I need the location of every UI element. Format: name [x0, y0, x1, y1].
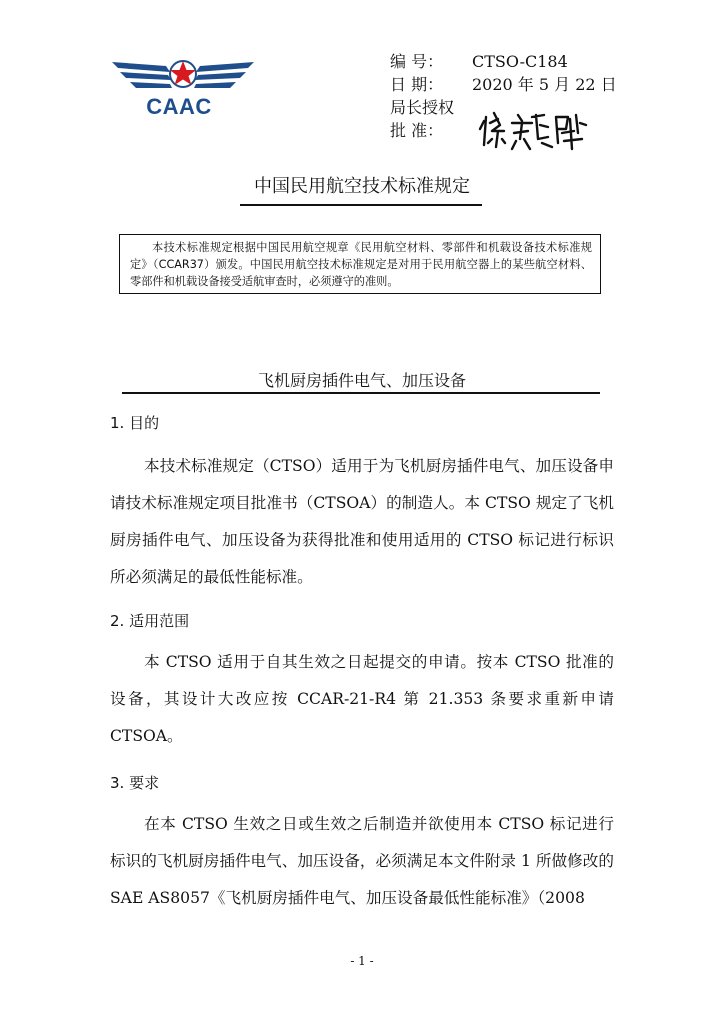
meta-number-label: 编 号：: [390, 52, 444, 71]
meta-number-value: CTSO-C184: [472, 52, 568, 71]
caac-logo: [108, 48, 258, 122]
section-3-body: 在本 CTSO 生效之日或生效之后制造并欲使用本 CTSO 标记进行标识的飞机厨房插件电气、加压设备，必须满足本文件附录 1 所做修改的 SAE AS8057《飞机厨房插件电气、加压设备最低性能标准》（2008: [110, 815, 614, 907]
meta-authorize-label: 局长授权: [390, 98, 455, 117]
meta-date-label: 日 期：: [390, 75, 444, 94]
meta-date-value: 2020 年 5 月 22 日: [472, 75, 617, 94]
section-1-body: 本技术标准规定（CTSO）适用于为飞机厨房插件电气、加压设备申请技术标准规定项目批准书（CTSOA）的制造人。本 CTSO 规定了飞机厨房插件电气、加压设备为获得批准和使用适用的 CTSO 标记进行标识所必须满足的最低性能标准。: [110, 457, 614, 586]
section-2-body: 本 CTSO 适用于自其生效之日起提交的申请。按本 CTSO 批准的设备，其设计大改应按 CCAR-21-R4 第 21.353 条要求重新申请 CTSOA。: [110, 653, 614, 745]
meta-approve-label: 批 准：: [390, 121, 444, 140]
meta-approve-row: [390, 119, 617, 142]
wings-star-emblem: [108, 48, 258, 98]
meta-number-row: [390, 50, 617, 73]
title-underline: [240, 204, 482, 206]
document-subtitle: 飞机厨房插件电气、加压设备: [257, 371, 466, 390]
subtitle-underline: [122, 392, 600, 394]
section-3-heading: 3. 要求: [110, 774, 160, 792]
handwritten-signature: [478, 109, 588, 155]
document-meta: [390, 50, 617, 142]
section-1-heading: 1. 目的: [110, 414, 160, 432]
document-title: 中国民用航空技术标准规定: [254, 176, 470, 197]
section-2-heading: 2. 适用范围: [110, 612, 190, 630]
logo-text: CAAC: [146, 94, 212, 119]
meta-date-row: [390, 73, 617, 96]
page-number: - 1 -: [350, 954, 374, 968]
notice-box: 本技术标准规定根据中国民用航空规章《民用航空材料、零部件和机载设备技术标准规定》（CCAR37）颁发。中国民用航空技术标准规定是对用于民用航空器上的某些航空材料、零部件和机载设备接受适航审查时，必须遵守的准则。: [119, 234, 601, 294]
